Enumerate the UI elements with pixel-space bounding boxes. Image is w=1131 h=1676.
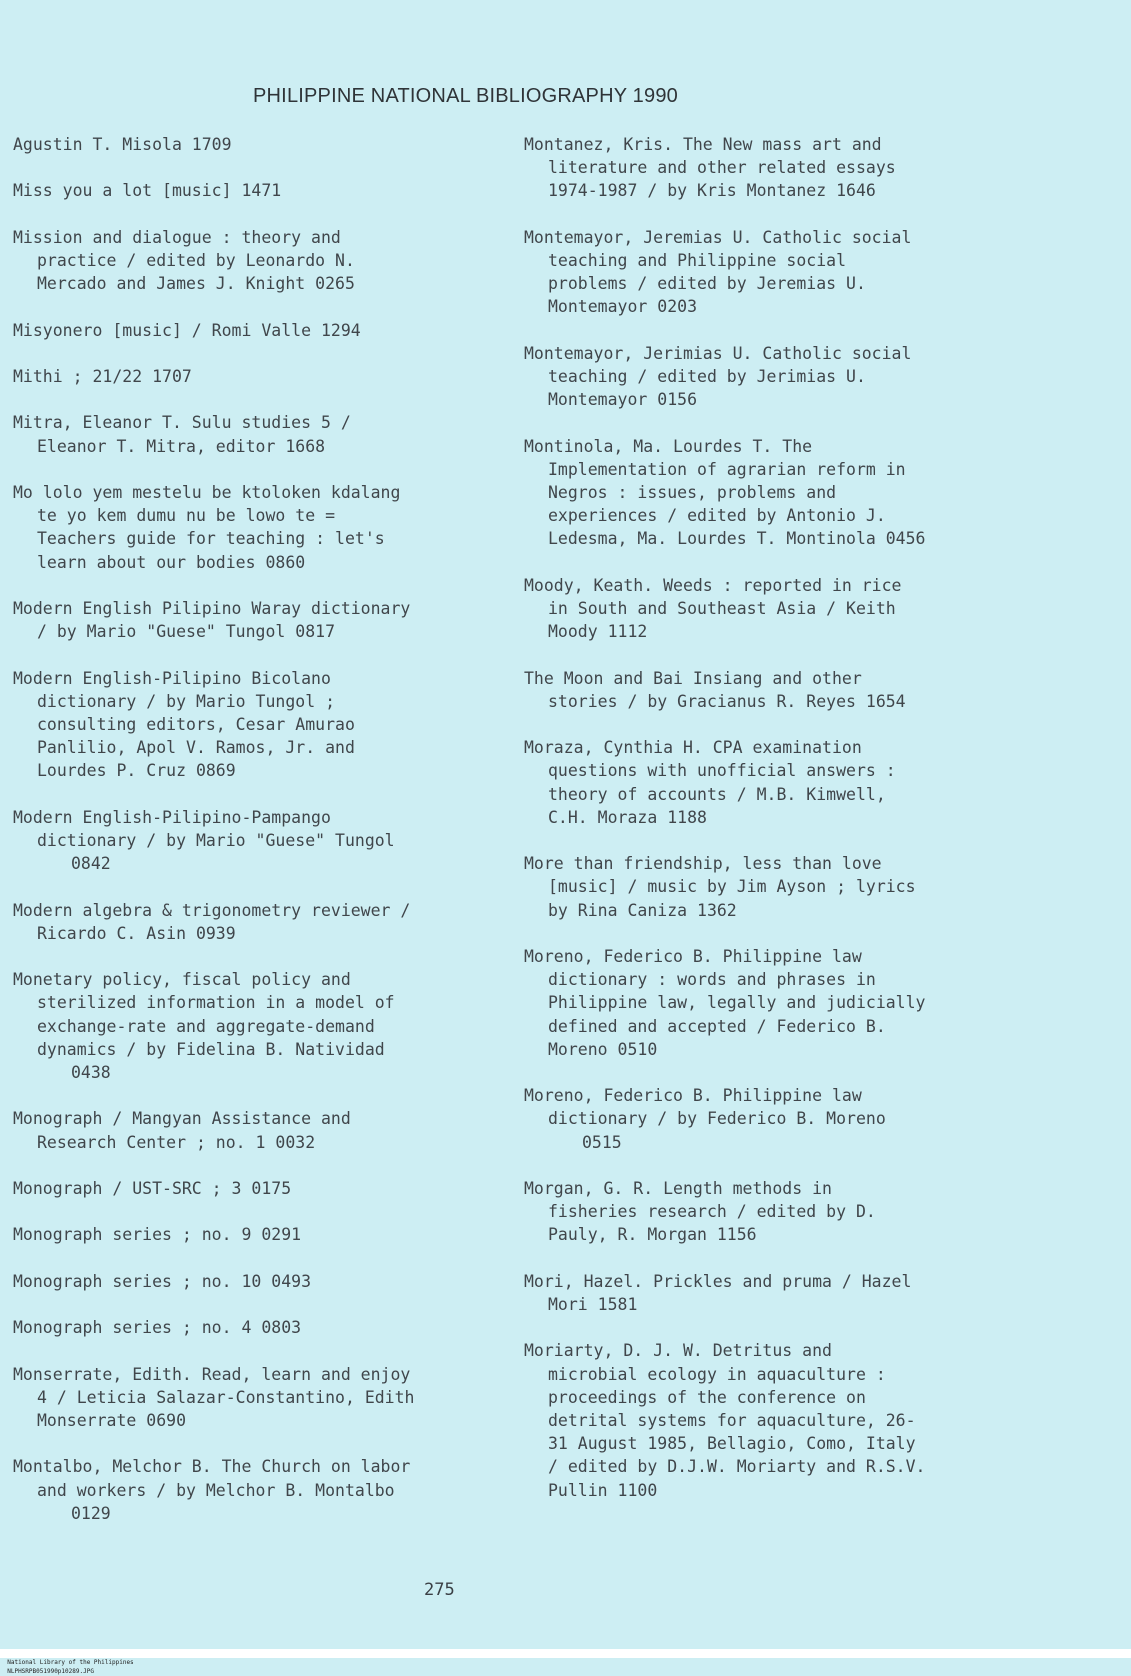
entry-line: dictionary / by Mario "Guese" Tungol <box>37 830 395 850</box>
page-title: PHILIPPINE NATIONAL BIBLIOGRAPHY 1990 <box>253 85 678 107</box>
entry-line: Teachers guide for teaching : let's <box>37 529 385 549</box>
entry-line: C.H. Moraza 1188 <box>548 807 707 827</box>
bibliography-entry <box>524 667 994 713</box>
entry-line: and workers / by Melchor B. Montalbo <box>37 1480 395 1500</box>
bibliography-entry <box>524 133 994 203</box>
entry-line: Modern English-Pilipino-Pampango <box>13 807 331 827</box>
bibliography-entry <box>13 319 503 342</box>
entry-line: Montemayor 0203 <box>548 297 698 317</box>
entry-line: in South and Southeast Asia / Keith <box>548 599 896 618</box>
bibliography-entry <box>13 1363 503 1433</box>
entry-line: theory of accounts / M.B. Kimwell, <box>548 784 886 804</box>
entry-line: Morgan, G. R. Length methods in <box>524 1178 832 1198</box>
bibliography-entry <box>13 365 503 388</box>
entry-line: problems / edited by Jeremias U. <box>548 274 866 294</box>
bibliography-column-left <box>13 133 503 1548</box>
entry-line: Monetary policy, fiscal policy and <box>13 970 351 990</box>
entry-line: sterilized information in a model of <box>37 993 395 1013</box>
entry-line: Moreno 0510 <box>548 1039 658 1059</box>
entry-line: te yo kem dumu nu be lowo te = <box>37 506 336 526</box>
entry-line: Monograph series ; no. 4 0803 <box>13 1318 302 1338</box>
entry-line: Miss you a lot [music] 1471 <box>13 181 282 201</box>
entry-line: [music] / music by Jim Ayson ; lyrics <box>548 877 916 897</box>
entry-line: Monograph / UST-SRC ; 3 0175 <box>13 1178 292 1198</box>
bibliography-entry <box>524 1084 994 1154</box>
scan-footer <box>0 1649 1131 1675</box>
entry-line: Lourdes P. Cruz 0869 <box>37 761 236 781</box>
entry-line: Ricardo C. Asin 0939 <box>37 923 236 943</box>
bibliography-entry <box>524 736 994 829</box>
bibliography-entry <box>524 852 994 922</box>
entry-line: Mori 1581 <box>548 1294 638 1314</box>
entry-line: Research Center ; no. 1 0032 <box>37 1132 316 1152</box>
entry-line: 4 / Leticia Salazar-Constantino, Edith <box>37 1387 415 1407</box>
entry-line: dictionary : words and phrases in <box>548 970 876 990</box>
entry-line: 0842 <box>71 854 111 874</box>
entry-line: Panlilio, Apol V. Ramos, Jr. and <box>37 738 355 758</box>
bibliography-entry <box>13 968 503 1084</box>
entry-line: Implementation of agrarian reform in <box>548 459 906 479</box>
entry-line: Misyonero [music] / Romi Valle 1294 <box>13 320 361 340</box>
entry-line: consulting editors, Cesar Amurao <box>37 714 355 734</box>
bibliography-entry <box>13 133 503 156</box>
page-number: 275 <box>424 1580 455 1600</box>
entry-line: The Moon and Bai Insiang and other <box>524 668 862 688</box>
entry-line: Pullin 1100 <box>548 1480 658 1500</box>
entry-line: Moody 1112 <box>548 622 648 642</box>
entry-line: Mithi ; 21/22 1707 <box>13 366 192 386</box>
bibliography-entry <box>524 435 994 551</box>
entry-line: learn about our bodies 0860 <box>37 552 306 572</box>
entry-line: Moreno, Federico B. Philippine law <box>524 1086 862 1106</box>
entry-line: questions with unofficial answers : <box>548 761 896 781</box>
entry-line: Montemayor 0156 <box>548 390 698 410</box>
bibliography-entry <box>524 945 994 1061</box>
bibliography-entry <box>13 1177 503 1200</box>
entry-line: dynamics / by Fidelina B. Natividad <box>37 1039 385 1059</box>
entry-line: Mitra, Eleanor T. Sulu studies 5 / <box>13 413 351 433</box>
entry-line: Monserrate, Edith. Read, learn and enjoy <box>13 1364 411 1384</box>
entry-line: Modern algebra & trigonometry reviewer / <box>13 900 411 920</box>
entry-line: Monograph series ; no. 9 0291 <box>13 1225 302 1245</box>
entry-line: Pauly, R. Morgan 1156 <box>548 1225 757 1245</box>
bibliography-entry <box>13 597 503 643</box>
entry-line: 31 August 1985, Bellagio, Como, Italy <box>548 1434 916 1454</box>
bibliography-entry <box>13 667 503 783</box>
bibliography-entry <box>524 1177 994 1247</box>
bibliography-entry <box>13 899 503 945</box>
bibliography-column-right <box>524 133 994 1525</box>
entry-line: Montalbo, Melchor B. The Church on labor <box>13 1457 411 1477</box>
entry-line: Modern English Pilipino Waray dictionary <box>13 598 411 618</box>
bibliography-entry <box>524 574 994 644</box>
entry-line: dictionary / by Federico B. Moreno <box>548 1109 886 1129</box>
entry-line: Eleanor T. Mitra, editor 1668 <box>37 436 326 456</box>
entry-line: / by Mario "Guese" Tungol 0817 <box>37 622 336 642</box>
entry-line: Negros : issues, problems and <box>548 483 837 502</box>
entry-line: detrital systems for aquaculture, 26- <box>548 1410 916 1430</box>
entry-line: Montemayor, Jeremias U. Catholic social <box>524 227 912 247</box>
entry-line: Moriarty, D. J. W. Detritus and <box>524 1341 832 1361</box>
entry-line: 0129 <box>71 1503 111 1523</box>
bibliography-entry <box>13 1316 503 1339</box>
entry-line: 1974-1987 / by Kris Montanez 1646 <box>548 181 876 201</box>
entry-line: dictionary / by Mario Tungol ; <box>37 691 336 711</box>
entry-line: teaching and Philippine social <box>548 251 847 270</box>
entry-line: teaching / edited by Jerimias U. <box>548 367 866 386</box>
entry-line: Montanez, Kris. The New mass art and <box>524 135 882 154</box>
entry-line: Moraza, Cynthia H. CPA examination <box>524 738 862 758</box>
entry-line: by Rina Caniza 1362 <box>548 900 737 920</box>
entry-line: experiences / edited by Antonio J. <box>548 506 886 526</box>
bibliography-entry <box>524 342 994 412</box>
entry-line: defined and accepted / Federico B. <box>548 1016 886 1036</box>
entry-line: / edited by D.J.W. Moriarty and R.S.V. <box>548 1457 926 1477</box>
bibliography-entry <box>13 806 503 876</box>
entry-line: Monserrate 0690 <box>37 1410 187 1430</box>
bibliography-entry <box>13 1107 503 1153</box>
bibliography-entry <box>13 1270 503 1293</box>
entry-line: exchange-rate and aggregate-demand <box>37 1016 375 1036</box>
entry-line: fisheries research / edited by D. <box>548 1202 876 1222</box>
entry-line: Philippine law, legally and judicially <box>548 993 926 1013</box>
entry-line: practice / edited by Leonardo N. <box>37 250 355 270</box>
entry-line: Monograph / Mangyan Assistance and <box>13 1109 351 1129</box>
bibliography-entry <box>524 1339 994 1501</box>
entry-line: More than friendship, less than love <box>524 854 882 874</box>
entry-line: 0438 <box>71 1062 111 1082</box>
entry-line: Montemayor, Jerimias U. Catholic social <box>524 343 912 363</box>
entry-line: Ledesma, Ma. Lourdes T. Montinola 0456 <box>548 529 926 549</box>
entry-line: Mercado and James J. Knight 0265 <box>37 274 355 294</box>
entry-line: Agustin T. Misola 1709 <box>13 135 232 154</box>
entry-line: literature and other related essays <box>548 158 896 178</box>
bibliography-entry <box>13 481 503 574</box>
bibliography-entry <box>13 226 503 296</box>
bibliography-entry <box>13 1223 503 1246</box>
entry-line: Monograph series ; no. 10 0493 <box>13 1271 312 1291</box>
entry-line: stories / by Gracianus R. Reyes 1654 <box>548 691 906 711</box>
entry-line: Mission and dialogue : theory and <box>13 227 341 247</box>
entry-line: proceedings of the conference on <box>548 1387 866 1407</box>
entry-line: Moody, Keath. Weeds : reported in rice <box>524 575 902 595</box>
entry-line: 0515 <box>582 1132 622 1152</box>
bibliography-entry <box>524 1270 994 1316</box>
entry-line: Modern English-Pilipino Bicolano <box>13 668 331 688</box>
entry-line: Montinola, Ma. Lourdes T. The <box>524 436 813 456</box>
entry-line: Mo lolo yem mestelu be ktoloken kdalang <box>13 482 401 502</box>
bibliography-entry <box>524 226 994 319</box>
footer-library: National Library of the Philippines <box>7 1659 134 1666</box>
bibliography-entry <box>13 411 503 457</box>
entry-line: Mori, Hazel. Prickles and pruma / Hazel <box>524 1271 912 1291</box>
bibliography-entry <box>13 1455 503 1525</box>
entry-line: Moreno, Federico B. Philippine law <box>524 946 862 966</box>
entry-line: microbial ecology in aquaculture : <box>548 1364 886 1384</box>
bibliography-entry <box>13 179 503 202</box>
footer-file: NLPHSRPB051990p10289.JPG <box>7 1668 94 1675</box>
